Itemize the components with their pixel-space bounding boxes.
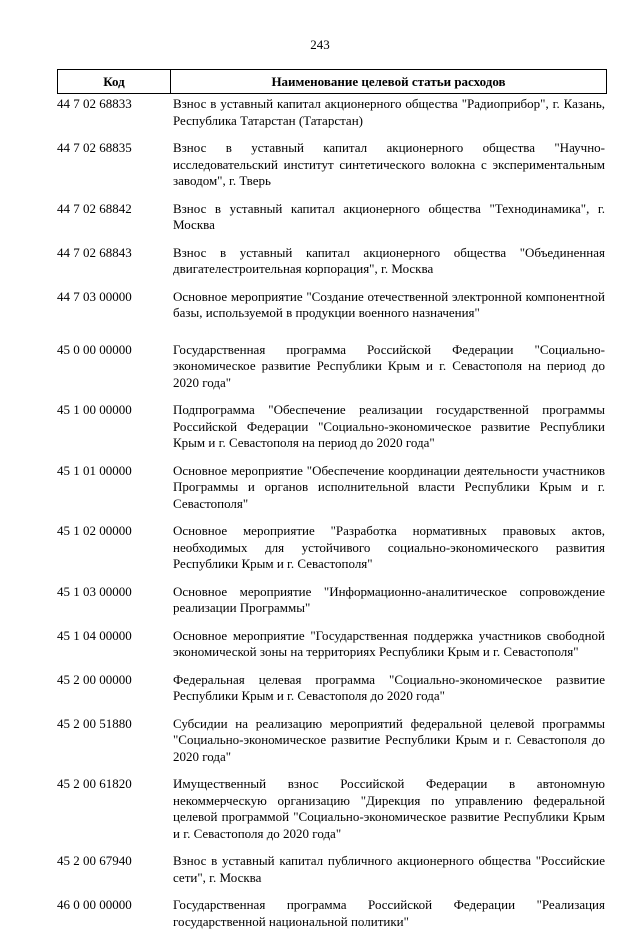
table-row	[57, 584, 607, 617]
table-row	[57, 140, 607, 190]
row-code: 45 0 00 00000	[57, 341, 132, 357]
table-row	[57, 716, 607, 766]
header-name: Наименование целевой статьи расходов	[271, 73, 506, 89]
row-name: Основное мероприятие "Государственная поддержка участников свободной экономической зоны на территориях Республики Крым и г. Севастополя"	[173, 627, 605, 659]
row-code: 45 2 00 61820	[57, 776, 132, 791]
row-name: Подпрограмма "Обеспечение реализации государственной программы Российской Федерации "Социально-экономическое развитие Республики Крым и г. Севастополя на период до 2020 года"	[173, 402, 605, 450]
row-name: Взнос в уставный капитал акционерного общества "Объединенная двигателестроительная корпорация", г. Москва	[173, 244, 605, 276]
row-name: Федеральная целевая программа "Социально-экономическое развитие Республики Крым и г. Севастополя до 2020 года"	[173, 671, 605, 703]
row-code: 45 2 00 51880	[57, 715, 132, 731]
row-name: Взнос в уставный капитал акционерного общества "Научно-исследовательский институт синтетического волокна с экспериментальным заводом", г. Тверь	[173, 140, 605, 188]
table-row	[57, 342, 607, 392]
row-name: Взнос в уставный капитал акционерного общества "Радиоприбор", г. Казань, Республика Татарстан (Татарстан)	[173, 96, 605, 128]
row-name: Основное мероприятие "Разработка нормативных правовых актов, необходимых для устойчивого социально-экономического развития Республики Крым и г. Севастополя"	[173, 523, 605, 571]
row-code: 45 1 02 00000	[57, 523, 132, 538]
row-code: 45 2 00 67940	[57, 853, 132, 868]
table-row	[57, 853, 607, 886]
table-row	[57, 96, 607, 129]
page-number: 243	[310, 37, 330, 52]
table-body	[57, 96, 607, 941]
row-name: Государственная программа Российской Федерации "Реализация государственной национальной политики"	[173, 897, 605, 929]
row-name: Субсидии на реализацию мероприятий федеральной целевой программы "Социально-экономическое развитие Республики Крым и г. Севастополя до 2020 года"	[173, 715, 605, 764]
table-row	[57, 776, 607, 842]
table-row	[57, 289, 607, 322]
row-code: 46 0 00 00000	[57, 897, 132, 912]
table-row	[57, 672, 607, 705]
row-code: 44 7 02 68843	[57, 244, 132, 260]
table-header	[57, 69, 607, 94]
table-row	[57, 523, 607, 573]
row-code: 45 1 00 00000	[57, 402, 132, 417]
row-name: Взнос в уставный капитал публичного акционерного общества "Российские сети", г. Москва	[173, 853, 605, 885]
table-row	[57, 245, 607, 278]
row-code: 44 7 03 00000	[57, 288, 132, 304]
row-name: Государственная программа Российской Федерации "Социально-экономическое развитие Республики Крым и г. Севастополя на период до 2020 года"	[173, 341, 605, 390]
table-row	[57, 402, 607, 452]
table-row	[57, 628, 607, 661]
row-code: 45 2 00 00000	[57, 671, 132, 687]
row-code: 45 1 01 00000	[57, 462, 132, 478]
row-name: Основное мероприятие "Обеспечение координации деятельности участников Программы и органов исполнительной власти Республики Крым и г. Севастополя"	[173, 462, 605, 511]
row-name: Основное мероприятие "Создание отечественной электронной компонентной базы, используемой в продукции военного назначения"	[173, 288, 605, 320]
table-row	[57, 201, 607, 234]
table-row	[57, 463, 607, 513]
row-code: 44 7 02 68842	[57, 200, 132, 216]
header-code: Код	[58, 70, 171, 93]
row-name: Имущественный взнос Российской Федерации в автономную некоммерческую организацию "Дирекция по управлению федеральной целевой программой "Социально-экономическое развитие Республики Крым и г. Севастополя до 2020 года"	[173, 776, 605, 841]
row-code: 44 7 02 68833	[57, 96, 132, 111]
row-name: Взнос в уставный капитал акционерного общества "Технодинамика", г. Москва	[173, 200, 605, 232]
row-code: 45 1 04 00000	[57, 627, 132, 643]
table-row	[57, 897, 607, 930]
row-code: 45 1 03 00000	[57, 583, 132, 599]
row-code: 44 7 02 68835	[57, 140, 132, 155]
row-name: Основное мероприятие "Информационно-аналитическое сопровождение реализации Программы"	[173, 583, 605, 615]
